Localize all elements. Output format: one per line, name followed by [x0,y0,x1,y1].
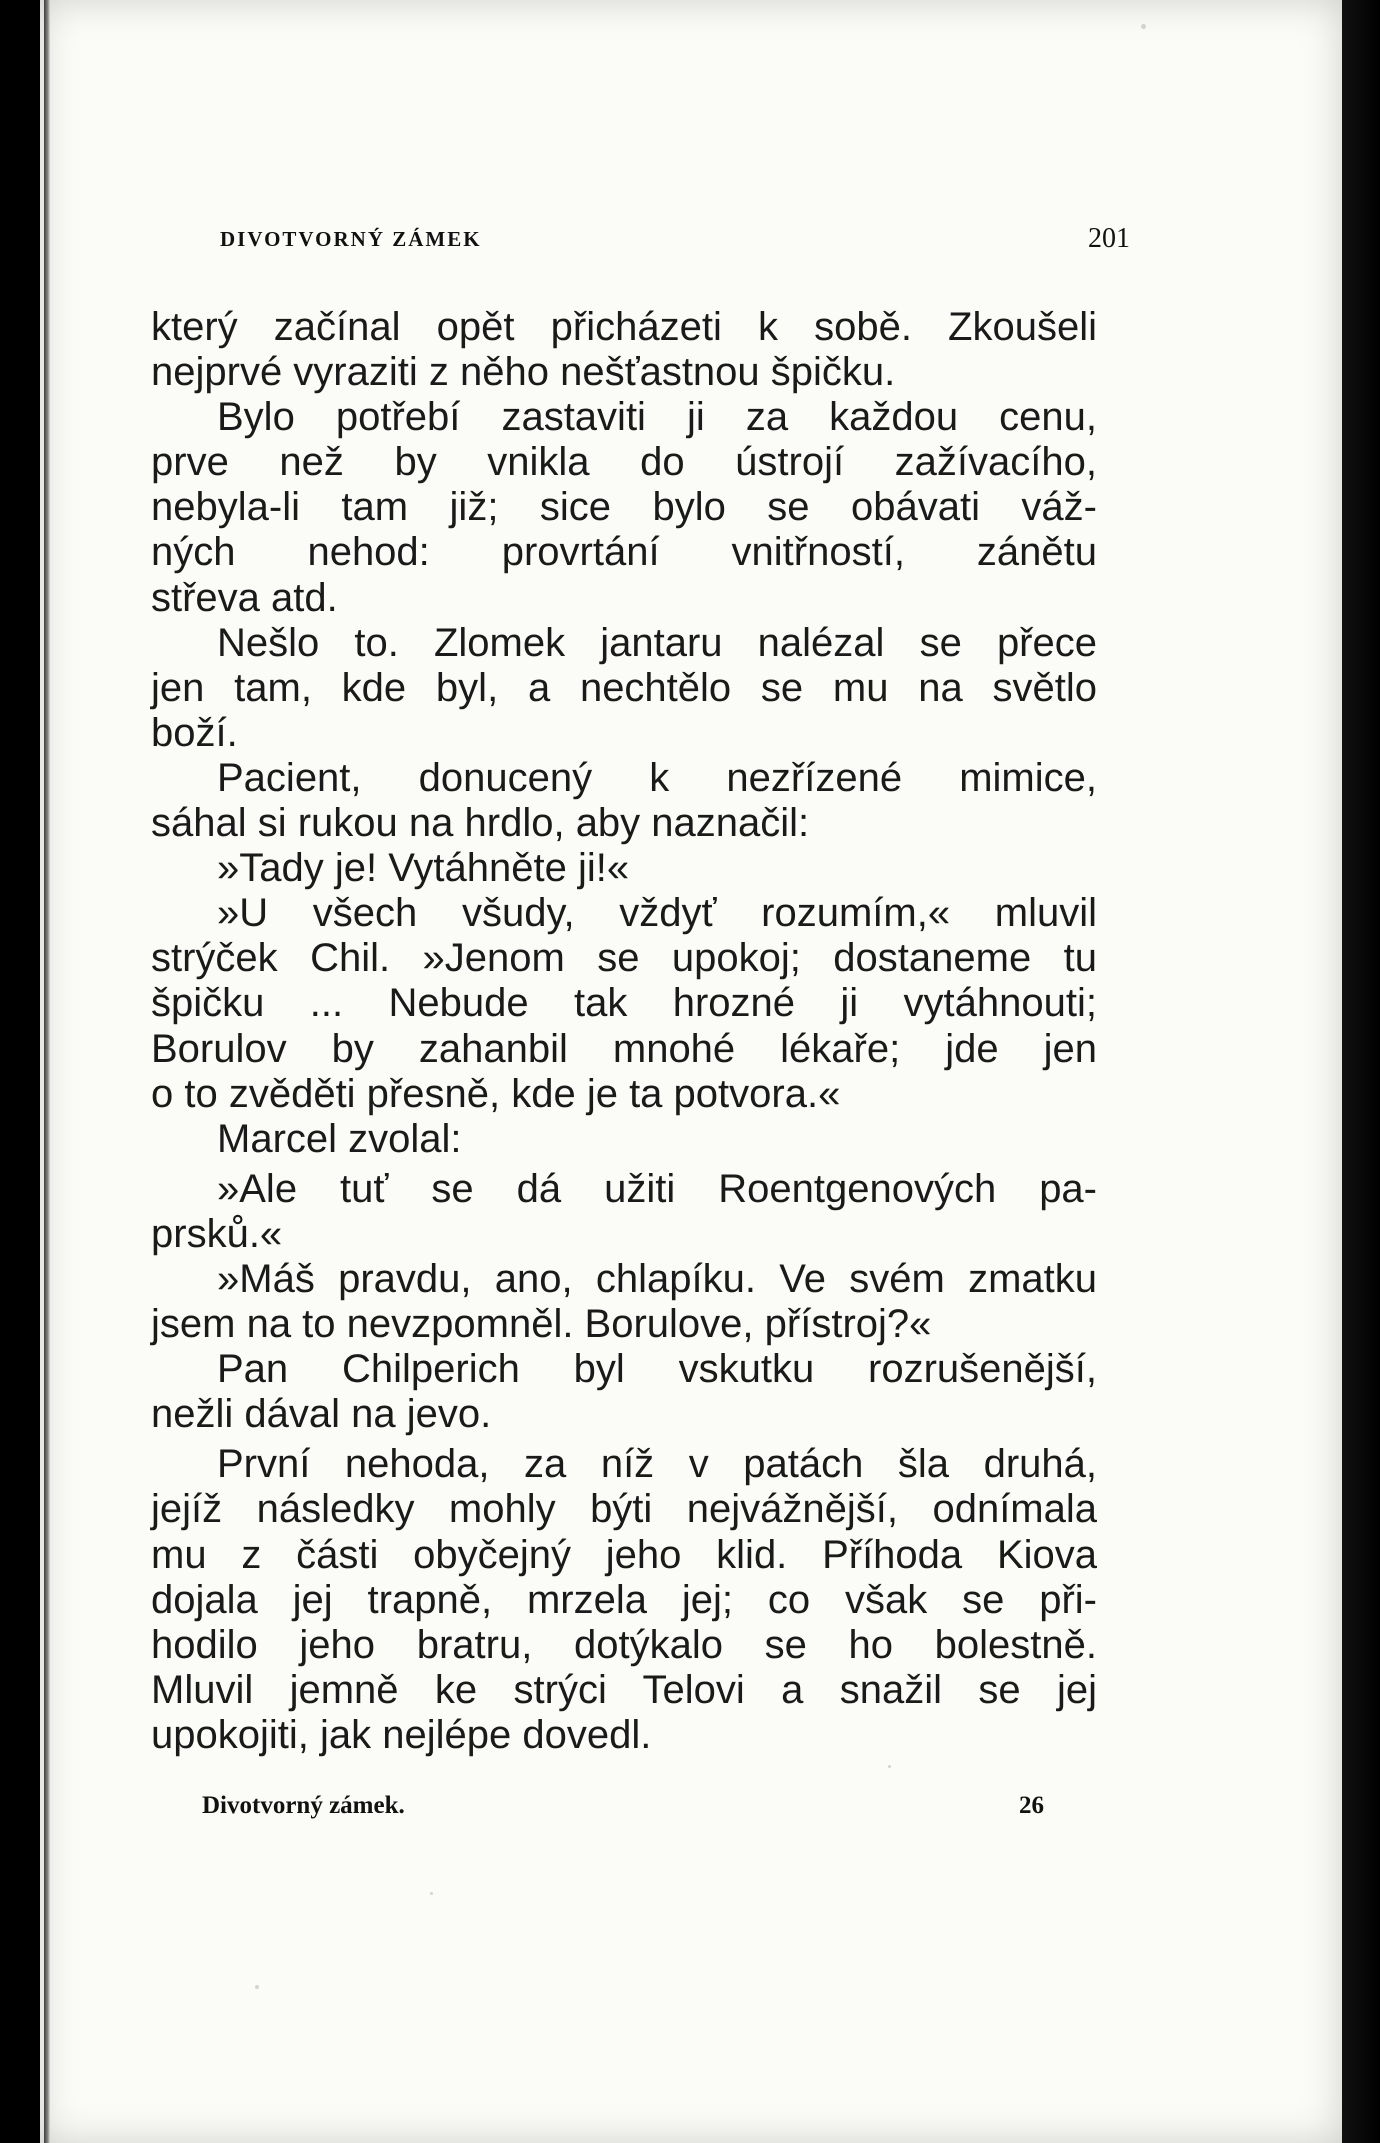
scan-speck [1141,24,1146,29]
text-line: Mluvil jemně ke strýci Telovi a snažil se jej [151,1667,1097,1712]
text-line: Marcel zvolal: [217,1116,462,1161]
text-line: sáhal si rukou na hrdlo, aby naznačil: [151,801,810,846]
page-number: 201 [1088,223,1130,254]
running-title: DIVOTVORNÝ ZÁMEK [220,227,482,251]
text-line: Bylo potřebí zastaviti ji za každou cenu, [217,395,1097,440]
footer-title: Divotvorný zámek. [202,1792,405,1819]
text-line: mu z části obyčejný jeho klid. Příhoda Kiova [151,1532,1097,1577]
text-line: »Máš pravdu, ano, chlapíku. Ve svém zmatku [217,1256,1097,1301]
text-line: jen tam, kde byl, a nechtělo se mu na světlo [151,665,1097,710]
scan-speck [888,1765,891,1768]
text-line: Pacient, donucený k nezřízené mimice, [217,755,1097,800]
book-text [151,305,1097,1758]
text-line: střeva atd. [151,575,338,620]
text-line: ných nehod: provrtání vnitřností, zánětu [151,530,1097,575]
text-line: nejprvé vyraziti z něho nešťastnou špičku. [151,350,896,395]
text-line: strýček Chil. »Jenom se upokoj; dostaneme tu [151,936,1097,981]
text-line: prsků.« [151,1211,283,1256]
scan-speck [430,1892,433,1895]
text-line: Nešlo to. Zlomek jantaru nalézal se přece [217,620,1097,665]
text-line: Borulov by zahanbil mnohé lékaře; jde jen [151,1026,1097,1071]
text-line: o to zvěděti přesně, kde je ta potvora.« [151,1071,841,1116]
printer-signature: 26 [1019,1792,1044,1819]
text-line: nebyla-li tam již; sice bylo se obávati váž- [151,485,1097,530]
text-line: Pan Chilperich byl vskutku rozrušenější, [217,1347,1097,1392]
text-line: boží. [151,710,238,755]
text-line: který začínal opět přicházeti k sobě. Zkoušeli [151,305,1097,349]
text-line: nežli dával na jevo. [151,1392,492,1437]
text-line: jsem na to nevzpomněl. Borulove, přístroj?« [151,1302,932,1347]
page-right-gutter [1342,0,1380,2143]
page-header [220,223,1130,263]
text-line: »Ale tuť se dá užiti Roentgenových pa- [217,1166,1097,1211]
text-line: dojala jej trapně, mrzela jej; co však se při- [151,1577,1097,1622]
text-line: špičku ... Nebude tak hrozné ji vytáhnouti; [151,981,1097,1026]
text-line: »Tady je! Vytáhněte ji!« [217,846,630,891]
text-line: upokojiti, jak nejlépe dovedl. [151,1712,652,1757]
text-line: prve než by vnikla do ústrojí zažívacího, [151,440,1097,485]
text-line: »U všech všudy, vždyť rozumím,« mluvil [217,891,1097,936]
text-line: První nehoda, za níž v patách šla druhá, [217,1442,1097,1487]
page-left-edge [44,0,50,2143]
page-footer [202,1792,1044,1824]
scan-speck [255,1985,259,1989]
text-line: hodilo jeho bratru, dotýkalo se ho bolestně. [151,1622,1097,1667]
text-line: jejíž následky mohly býti nejvážnější, odnímala [151,1487,1097,1532]
